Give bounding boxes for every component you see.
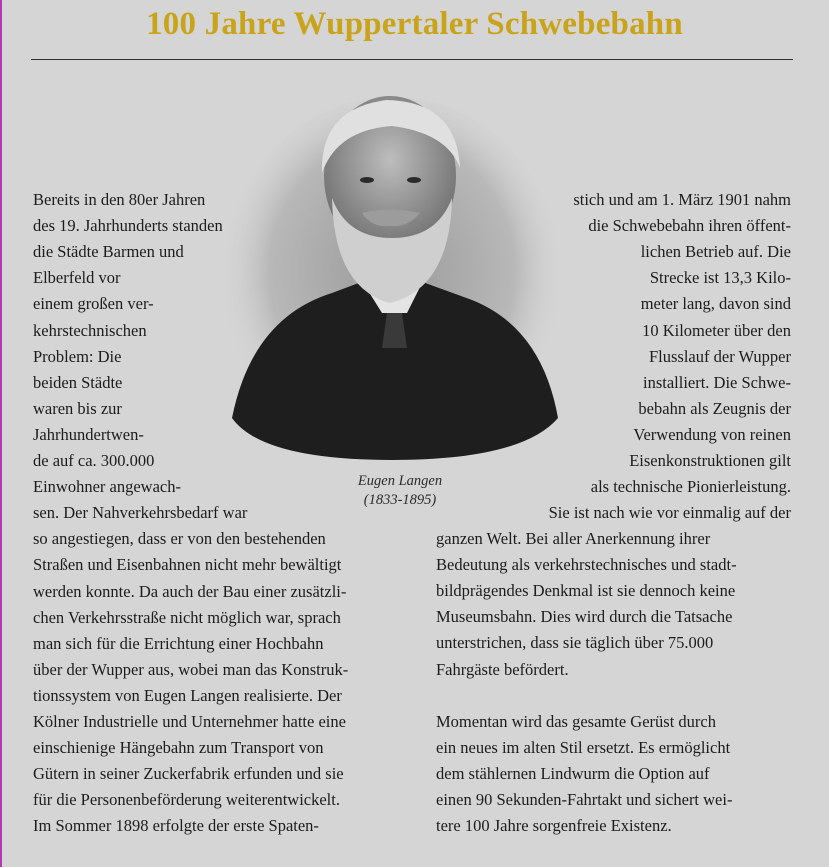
right-column-line: Strecke ist 13,3 Kilo-	[649, 268, 791, 288]
portrait-caption	[330, 472, 470, 510]
portrait-photo	[222, 88, 562, 460]
left-column-line: so angestiegen, dass er von den bestehenden	[33, 529, 326, 549]
right-column-line: ganzen Welt. Bei aller Anerkennung ihrer	[436, 529, 711, 548]
left-column-line: werden konnte. Da auch der Bau einer zusätzli-	[33, 581, 347, 601]
right-column-line: Sie ist nach wie vor einmalig auf der	[548, 503, 791, 523]
left-column-line: waren bis zur	[33, 398, 122, 418]
right-column-line: lichen Betrieb auf. Die	[640, 242, 791, 262]
left-column-line: Jahrhundertwen-	[33, 424, 144, 444]
right-column-line: dem stählernen Lindwurm die Option auf	[436, 763, 710, 783]
right-column-line: als technische Pionierleistung.	[590, 477, 791, 497]
right-column-line: installiert. Die Schwe-	[642, 372, 791, 392]
left-column-line: Einwohner angewach-	[33, 477, 181, 497]
left-column-line: einschienige Hängebahn zum Transport von	[33, 738, 324, 758]
left-column-line: Elberfeld vor	[33, 268, 121, 288]
right-column-line: die Schwebebahn ihren öffent-	[588, 216, 791, 236]
left-column-line: Kölner Industrielle und Unternehmer hatte eine	[33, 712, 346, 731]
right-column-line: bildprägendes Denkmal ist sie dennoch keine	[436, 581, 736, 601]
left-column-line: Gütern in seiner Zuckerfabrik erfunden und sie	[33, 764, 344, 784]
left-column-line: de auf ca. 300.000	[33, 451, 155, 470]
right-column-line: 10 Kilometer über den	[642, 320, 791, 340]
right-column-line: Bedeutung als verkehrstechnisches und stadt-	[436, 555, 737, 575]
left-column-line: des 19. Jahrhunderts standen	[33, 216, 223, 236]
right-column-line: ein neues im alten Stil ersetzt. Es ermöglicht	[436, 737, 731, 757]
right-column-line: Momentan wird das gesamte Gerüst durch	[436, 711, 716, 731]
right-column-line: stich und am 1. März 1901 nahm	[573, 190, 791, 209]
left-column-line: einem großen ver-	[33, 294, 154, 314]
right-column-line: tere 100 Jahre sorgenfreie Existenz.	[436, 816, 672, 836]
left-column-line: für die Personenbeförderung weiterentwickelt.	[33, 790, 340, 810]
left-column-line: beiden Städte	[33, 372, 123, 392]
right-column-line: Museumsbahn. Dies wird durch die Tatsache	[436, 607, 733, 627]
left-column-line: tionssystem von Eugen Langen realisierte. Der	[33, 685, 342, 705]
left-column-line: Straßen und Eisenbahnen nicht mehr bewältigt	[33, 555, 342, 575]
right-column-line: Fahrgäste befördert.	[436, 659, 569, 679]
left-column-line: Problem: Die	[33, 346, 122, 366]
right-column-line: unterstrichen, dass sie täglich über 75.000	[436, 633, 714, 653]
page-title: 100 Jahre Wuppertaler Schwebebahn	[146, 6, 683, 42]
left-column-line: chen Verkehrsstraße nicht möglich war, sprach	[33, 607, 341, 627]
left-column-line: die Städte Barmen und	[33, 242, 184, 262]
right-column-line: einen 90 Sekunden-Fahrtakt und sichert wei-	[436, 790, 733, 809]
left-column-line: man sich für die Errichtung einer Hochbahn	[33, 633, 324, 653]
left-edge-line	[0, 0, 2, 867]
caption-name: Eugen Langen	[357, 473, 443, 489]
right-column-line: Eisenkonstruktionen gilt	[629, 451, 791, 470]
left-column-line: über der Wupper aus, wobei man das Konstruk-	[33, 659, 349, 679]
right-column-line: Verwendung von reinen	[633, 424, 791, 444]
right-column-line: bebahn als Zeugnis der	[638, 398, 791, 418]
caption-years: (1833-1895)	[363, 492, 437, 508]
title-divider	[31, 59, 793, 60]
left-column-line: Bereits in den 80er Jahren	[33, 190, 206, 209]
right-column-line: meter lang, davon sind	[640, 294, 791, 314]
left-column-line: sen. Der Nahverkehrsbedarf war	[33, 503, 248, 523]
right-column-line: Flusslauf der Wupper	[648, 346, 791, 366]
left-column-line: Im Sommer 1898 erfolgte der erste Spaten-	[33, 816, 319, 836]
left-column-line: kehrstechnischen	[33, 320, 147, 340]
